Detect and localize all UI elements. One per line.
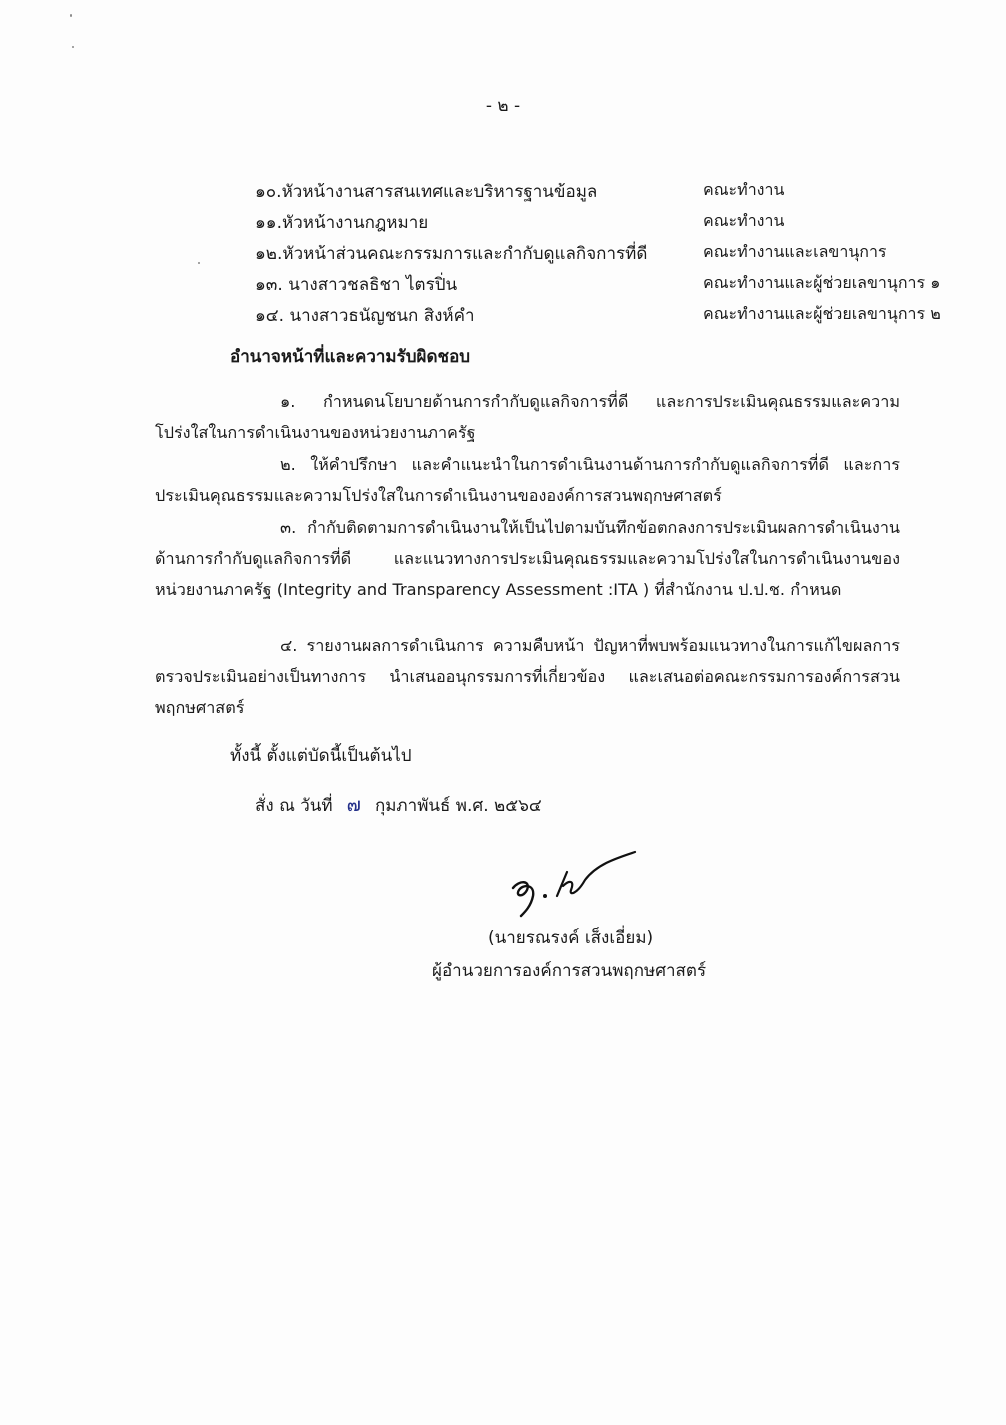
member-name: ๑๐.หัวหน้างานสารสนเทศและบริหารฐานข้อมูล <box>255 182 598 202</box>
committee-member <box>255 178 995 208</box>
member-role: คณะทำงานและผู้ช่วยเลขานุการ ๒ <box>703 304 941 323</box>
duties-heading: อำนาจหน้าที่และความรับผิดชอบ <box>230 347 471 367</box>
duty-paragraph: ๑. กำหนดนโยบายด้านการกำกับดูแลกิจการที่ดี และการประเมินคุณธรรมและความโปร่งใสในการดำเนินงานของหน่วยงานภาครัฐ <box>155 392 900 442</box>
committee-member <box>255 271 995 301</box>
scan-speck <box>198 262 200 264</box>
member-role: คณะทำงาน <box>703 180 785 199</box>
member-name: ๑๔. นางสาวธนัญชนก สิงห์คำ <box>255 306 475 326</box>
scan-speck <box>72 46 74 48</box>
member-role: คณะทำงานและผู้ช่วยเลขานุการ ๑ <box>703 273 941 292</box>
effective-clause: ทั้งนี้ ตั้งแต่บัดนี้เป็นต้นไป <box>230 746 412 766</box>
committee-member <box>255 209 995 239</box>
committee-member <box>255 302 995 332</box>
date-month-year: กุมภาพันธ์ พ.ศ. ๒๕๖๔ <box>374 796 542 816</box>
member-role: คณะทำงาน <box>703 211 785 230</box>
page-number: - ๒ - <box>485 96 521 116</box>
scan-speck <box>70 14 72 17</box>
member-role: คณะทำงานและเลขานุการ <box>703 242 887 261</box>
signature-graphic <box>505 850 645 920</box>
signatory-position: ผู้อำนวยการองค์การสวนพฤกษศาสตร์ <box>432 961 707 981</box>
member-name: ๑๓. นางสาวชลธิชา ไตรปิ่น <box>255 275 458 295</box>
date-day: ๗ <box>346 794 361 816</box>
signatory-name: (นายรณรงค์ เส็งเอี่ยม) <box>488 928 654 948</box>
member-name: ๑๒.หัวหน้าส่วนคณะกรรมการและกำกับดูแลกิจการที่ดี <box>255 244 648 264</box>
committee-member <box>255 240 995 270</box>
member-name: ๑๑.หัวหน้างานกฎหมาย <box>255 213 429 233</box>
order-date <box>255 790 542 820</box>
date-prefix: สั่ง ณ วันที่ <box>255 796 333 816</box>
duty-paragraph: ๓. กำกับติดตามการดำเนินงานให้เป็นไปตามบันทึกข้อตกลงการประเมินผลการดำเนินงานด้านการกำกับดูแลกิจการที่ดี และแนวทางการประเมินคุณธรรมและความโปร่งใสในการดำเนินงานของหน่วยงานภาครัฐ (Integrity and Transparency Assessment :ITA ) ที่สำนักงาน ป.ป.ช. กำหนด <box>155 518 900 599</box>
duty-paragraph: ๒. ให้คำปรึกษา และคำแนะนำในการดำเนินงานด้านการกำกับดูแลกิจการที่ดี และการประเมินคุณธรรมและความโปร่งใสในการดำเนินงานขององค์การสวนพฤกษศาสตร์ <box>155 455 900 505</box>
duty-paragraph: ๔. รายงานผลการดำเนินการ ความคืบหน้า ปัญหาที่พบพร้อมแนวทางในการแก้ไขผลการตรวจประเมินอย่างเป็นทางการ นำเสนออนุกรรมการที่เกี่ยวข้อง และเสนอต่อคณะกรรมการองค์การสวนพฤกษศาสตร์ <box>155 636 900 717</box>
